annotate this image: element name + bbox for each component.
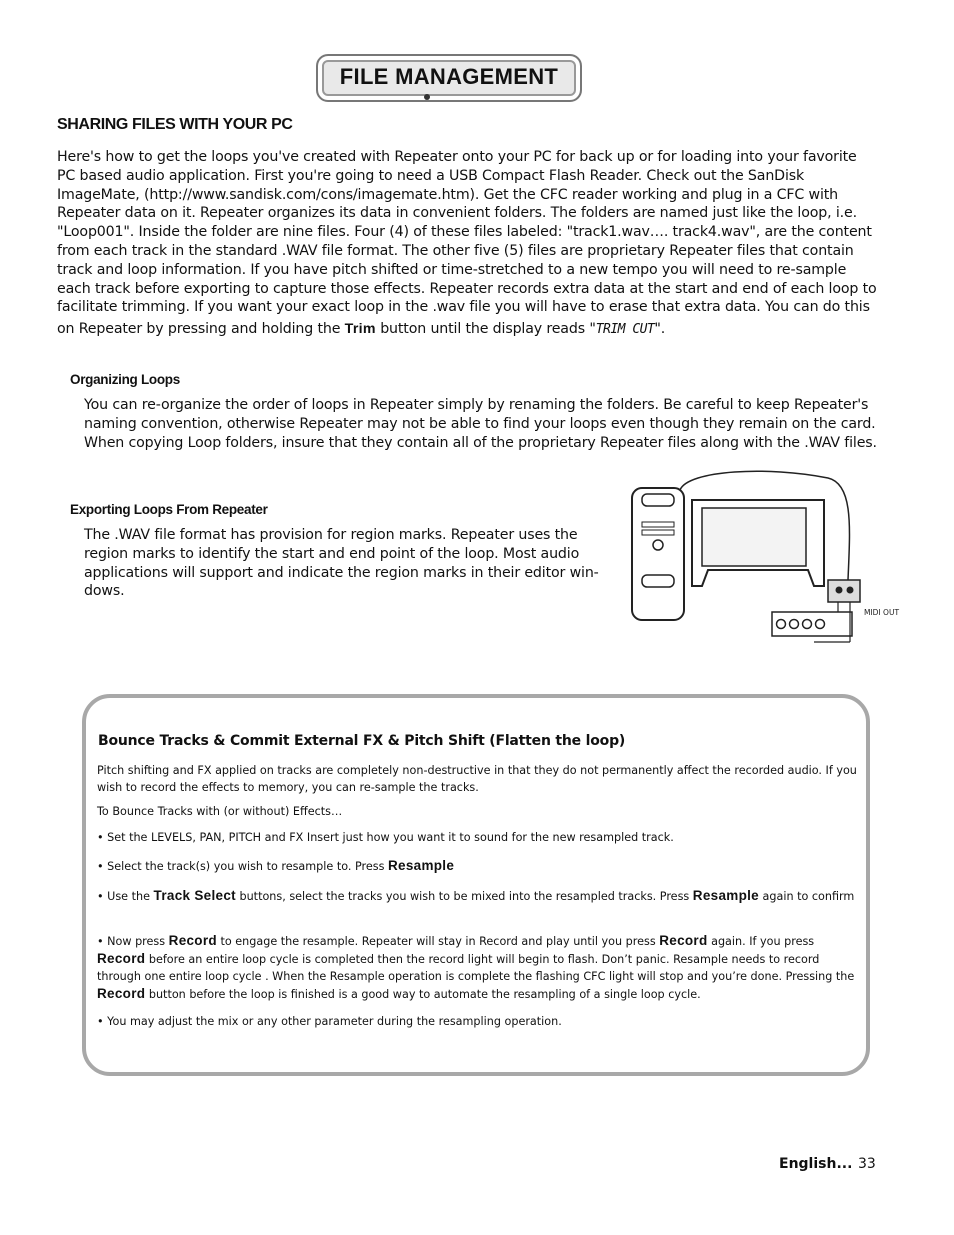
paragraph-line: Repeater data on it. Repeater organizes its data in convenient folders. The folders are named just like the loop, i.e.	[57, 205, 857, 222]
callout-bullet-5: • You may adjust the mix or any other parameter during the resampling operation.	[97, 1015, 562, 1028]
footer-language: English...	[779, 1156, 853, 1172]
track-select-button-label: Track Select	[153, 888, 236, 903]
record-button-label: Record	[97, 951, 146, 966]
text-run: to engage the resample. Repeater will stay in Record and play until you press	[216, 935, 660, 948]
text-run: • Select the track(s) you wish to resample to. Press	[97, 860, 388, 873]
paragraph-line: facilitate trimming. If you want your exact loop in the .wav file you will have to erase that extra data. You can do this	[57, 299, 870, 316]
text-run: again to confirm	[758, 890, 855, 903]
display-readout: TRIM CUT	[595, 322, 655, 338]
paragraph-line: track and loop information. If you have pitch shifted or time-stretched to a new tempo you will need to re-sample	[57, 261, 847, 278]
resample-button-label: Resample	[692, 888, 759, 903]
text-run: button until the display reads "	[375, 321, 596, 338]
section-banner	[316, 54, 582, 102]
paragraph-line: "Loop001". Inside the folder are nine files. Four (4) of these files labeled: "track1.wav…. track4.wav", are the content	[57, 224, 872, 241]
midi-out-label: MIDI OUT	[864, 608, 900, 617]
paragraph-line: Here's how to get the loops you've created with Repeater onto your PC for back up or for loading into your favorite	[57, 149, 857, 165]
paragraph-line: ImageMate, (http://www.sandisk.com/cons/imagemate.htm). Get the CFC reader working and plug in a CFC with	[57, 186, 839, 203]
organizing-heading: Organizing Loops	[70, 372, 180, 387]
record-button-label: Record	[659, 933, 708, 948]
text-run: • Use the	[97, 890, 154, 903]
organizing-paragraph: You can re-organize the order of loops in Repeater simply by renaming the folders. Be careful to keep Repeater's naming convention, otherwise Repeater may not be able to find your loops even though they remain on the card. When copying Loop folders, insure that they contain all of the proprietary Repeater files along with the .WAV files.	[84, 397, 877, 451]
paragraph-line: each track before exporting to capture those effects. Repeater records extra data at the start and end of each loop to	[57, 280, 877, 297]
text-run: before an entire loop cycle is completed then the record light will begin to flash. Don’t panic. Resample needs to record through one entire loop cycle . When the Resample operation is complete the flashing CFC light will stop and you’re done. Pressing the	[97, 953, 855, 983]
section-heading: SHARING FILES WITH YOUR PC	[57, 116, 293, 133]
text-run: buttons, select the tracks you wish to be mixed into the resampled tracks. Press	[235, 890, 693, 903]
callout-intro: Pitch shifting and FX applied on tracks are completely non-destructive in that they do not permanently affect the recorded audio. If you wish to record the effects to memory, you can re-sample the tracks.	[97, 764, 857, 794]
exporting-paragraph: The .WAV file format has provision for region marks. Repeater uses the region marks to identify the start and end point of the loop. Most audio applications will support and indicate the region marks in their editor win-dows.	[84, 527, 599, 600]
exporting-heading: Exporting Loops From Repeater	[70, 502, 268, 517]
page-number: 33	[858, 1156, 876, 1172]
text-run: on Repeater by pressing and holding the	[57, 321, 345, 338]
callout-bullet-3	[97, 887, 857, 905]
text-run: again. If you press	[707, 935, 815, 948]
record-button-label: Record	[168, 933, 217, 948]
callout-bullet-2	[97, 857, 857, 875]
banner-ornament	[424, 94, 430, 100]
paragraph-line: from each track in the standard .WAV file format. The other five (5) files are proprietary Repeater files that contain	[57, 242, 854, 259]
sharing-paragraph	[57, 148, 897, 340]
page-title: FILE MANAGEMENT	[339, 64, 559, 89]
pc-connection-illustration	[628, 470, 903, 645]
text-run: • Now press	[97, 935, 169, 948]
paragraph-line: PC based audio application. First you're going to need a USB Compact Flash Reader. Check out the SanDisk	[57, 167, 805, 184]
trim-button-label: Trim	[344, 321, 376, 338]
record-button-label: Record	[97, 986, 146, 1001]
callout-bullet-4	[97, 932, 857, 1003]
text-run: ".	[654, 321, 666, 338]
callout-bullet-1: • Set the LEVELS, PAN, PITCH and FX Insert just how you want it to sound for the new resampled track.	[97, 831, 674, 844]
callout-to-bounce: To Bounce Tracks with (or without) Effects…	[97, 805, 343, 818]
paragraph-last-line	[57, 320, 897, 340]
text-run: button before the loop is finished is a good way to automate the resampling of a single loop cycle.	[145, 988, 701, 1001]
callout-title: Bounce Tracks & Commit External FX & Pitch Shift (Flatten the loop)	[98, 733, 626, 749]
resample-button-label: Resample	[387, 858, 455, 873]
